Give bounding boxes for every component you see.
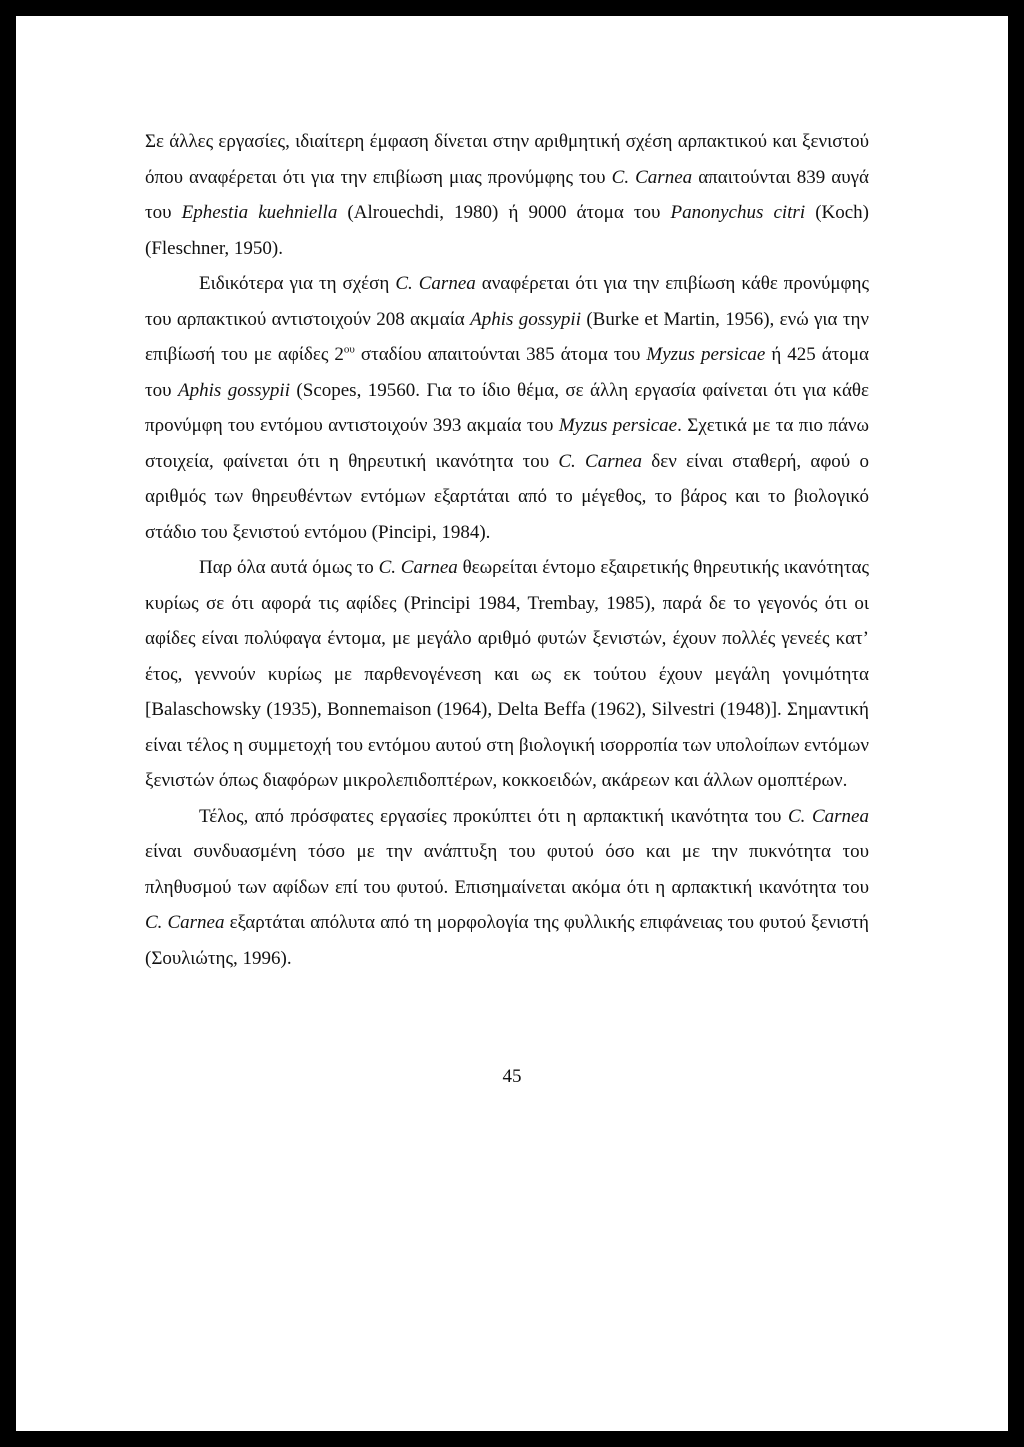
italic-term: C. Carnea bbox=[611, 166, 693, 188]
paragraph-4 bbox=[145, 799, 869, 977]
italic-term: Myzus persicae bbox=[646, 344, 766, 365]
text-run: (Burke et Martin, 1956), ενώ για την επιβίωσή του με αφίδες 2 bbox=[145, 308, 869, 365]
page-number: 45 bbox=[502, 1066, 522, 1087]
superscript: ου bbox=[343, 343, 355, 356]
italic-term: Myzus persicae bbox=[558, 415, 678, 436]
italic-term: C. Carnea bbox=[395, 273, 476, 294]
document-body bbox=[145, 124, 869, 976]
paragraph-1 bbox=[145, 124, 869, 266]
text-run: δεν είναι σταθερή, αφού ο αριθμός των θηρευθέντων εντόμων εξαρτάται από το μέγεθος, το βάρος και το βιολογικό στάδιο του ξενιστού εντόμου (Pincipi, 1984). bbox=[145, 450, 869, 543]
text-run: Παρ όλα αυτά όμως το bbox=[199, 557, 379, 578]
italic-term: Ephestia kuehniella bbox=[181, 202, 338, 223]
italic-term: Panonychus citri bbox=[670, 202, 806, 223]
text-run: απαιτούνται 839 αυγά του bbox=[145, 166, 869, 223]
italic-term: C. Carnea bbox=[558, 450, 643, 472]
paragraph-2 bbox=[145, 266, 869, 550]
text-run: (Koch) (Fleschner, 1950). bbox=[145, 202, 869, 259]
text-run: Τέλος, από πρόσφατες εργασίες προκύπτει ότι η αρπακτική ικανότητα του bbox=[199, 805, 788, 827]
italic-term: Aphis gossypii bbox=[177, 379, 290, 401]
italic-term: C. Carnea bbox=[145, 912, 225, 933]
text-run: αναφέρεται ότι για την επιβίωση κάθε προνύμφης του αρπακτικού αντιστοιχούν 208 ακμαία bbox=[145, 273, 869, 330]
document-page bbox=[16, 16, 1008, 1431]
text-run: είναι συνδυασμένη τόσο με την ανάπτυξη του φυτού όσο και με την πυκνότητα του πληθυσμού των αφίδων επί του φυτού. Επισημαίνεται ακόμα ότι η αρπακτική ικανότητα του bbox=[145, 841, 869, 898]
text-run: Σε άλλες εργασίες, ιδιαίτερη έμφαση δίνεται στην αριθμητική σχέση αρπακτικού και ξενιστού όπου αναφέρεται ότι για την επιβίωση μιας προνύμφης του bbox=[145, 131, 869, 188]
text-run: . Σχετικά με τα πιο πάνω στοιχεία, φαίνεται ότι η θηρευτική ικανότητα του bbox=[145, 415, 870, 472]
text-run: (Alrouechdi, 1980) ή 9000 άτομα του bbox=[337, 202, 671, 223]
italic-term: C. Carnea bbox=[378, 557, 458, 578]
text-run: ή 425 άτομα του bbox=[145, 344, 869, 401]
italic-term: Aphis gossypii bbox=[470, 308, 581, 330]
text-run: θεωρείται έντομο εξαιρετικής θηρευτικής ικανότητας κυρίως σε ότι αφορά τις αφίδες (Principi 1984, Trembay, 1985), παρά δε το γεγονός ότι οι αφίδες είναι πολύφαγα έντομα, με μεγάλο αριθμό φυτών ξενιστών, έχουν πολλές γενεές κατ’ έτος, γεννούν κυρίως με παρθενογένεση και ως εκ τούτου έχουν μεγάλη γονιμότητα [Balaschowsky (1935), Bonnemaison (1964), Delta Beffa (1962), Silvestri (1948)]. Σημαντική είναι τέλος η συμμετοχή του εντόμου αυτού στη βιολογική ισορροπία των υπολοίπων εντόμων ξενιστών όπως διαφόρων μικρολεπιδοπτέρων, κοκκοειδών, ακάρεων και άλλων ομοπτέρων. bbox=[145, 557, 869, 791]
text-run: εξαρτάται απόλυτα από τη μορφολογία της φυλλικής επιφάνειας του φυτού ξενιστή (Σουλιώτης, 1996). bbox=[145, 912, 869, 969]
text-run: Ειδικότερα για τη σχέση bbox=[199, 273, 396, 294]
paragraph-3 bbox=[145, 550, 869, 799]
text-run: σταδίου απαιτούνται 385 άτομα του bbox=[354, 344, 647, 365]
text-run: (Scopes, 19560. Για το ίδιο θέμα, σε άλλη εργασία φαίνεται ότι για κάθε προνύμφη του εντόμου αντιστοιχούν 393 ακμαία του bbox=[145, 379, 869, 436]
italic-term: C. Carnea bbox=[787, 805, 869, 827]
